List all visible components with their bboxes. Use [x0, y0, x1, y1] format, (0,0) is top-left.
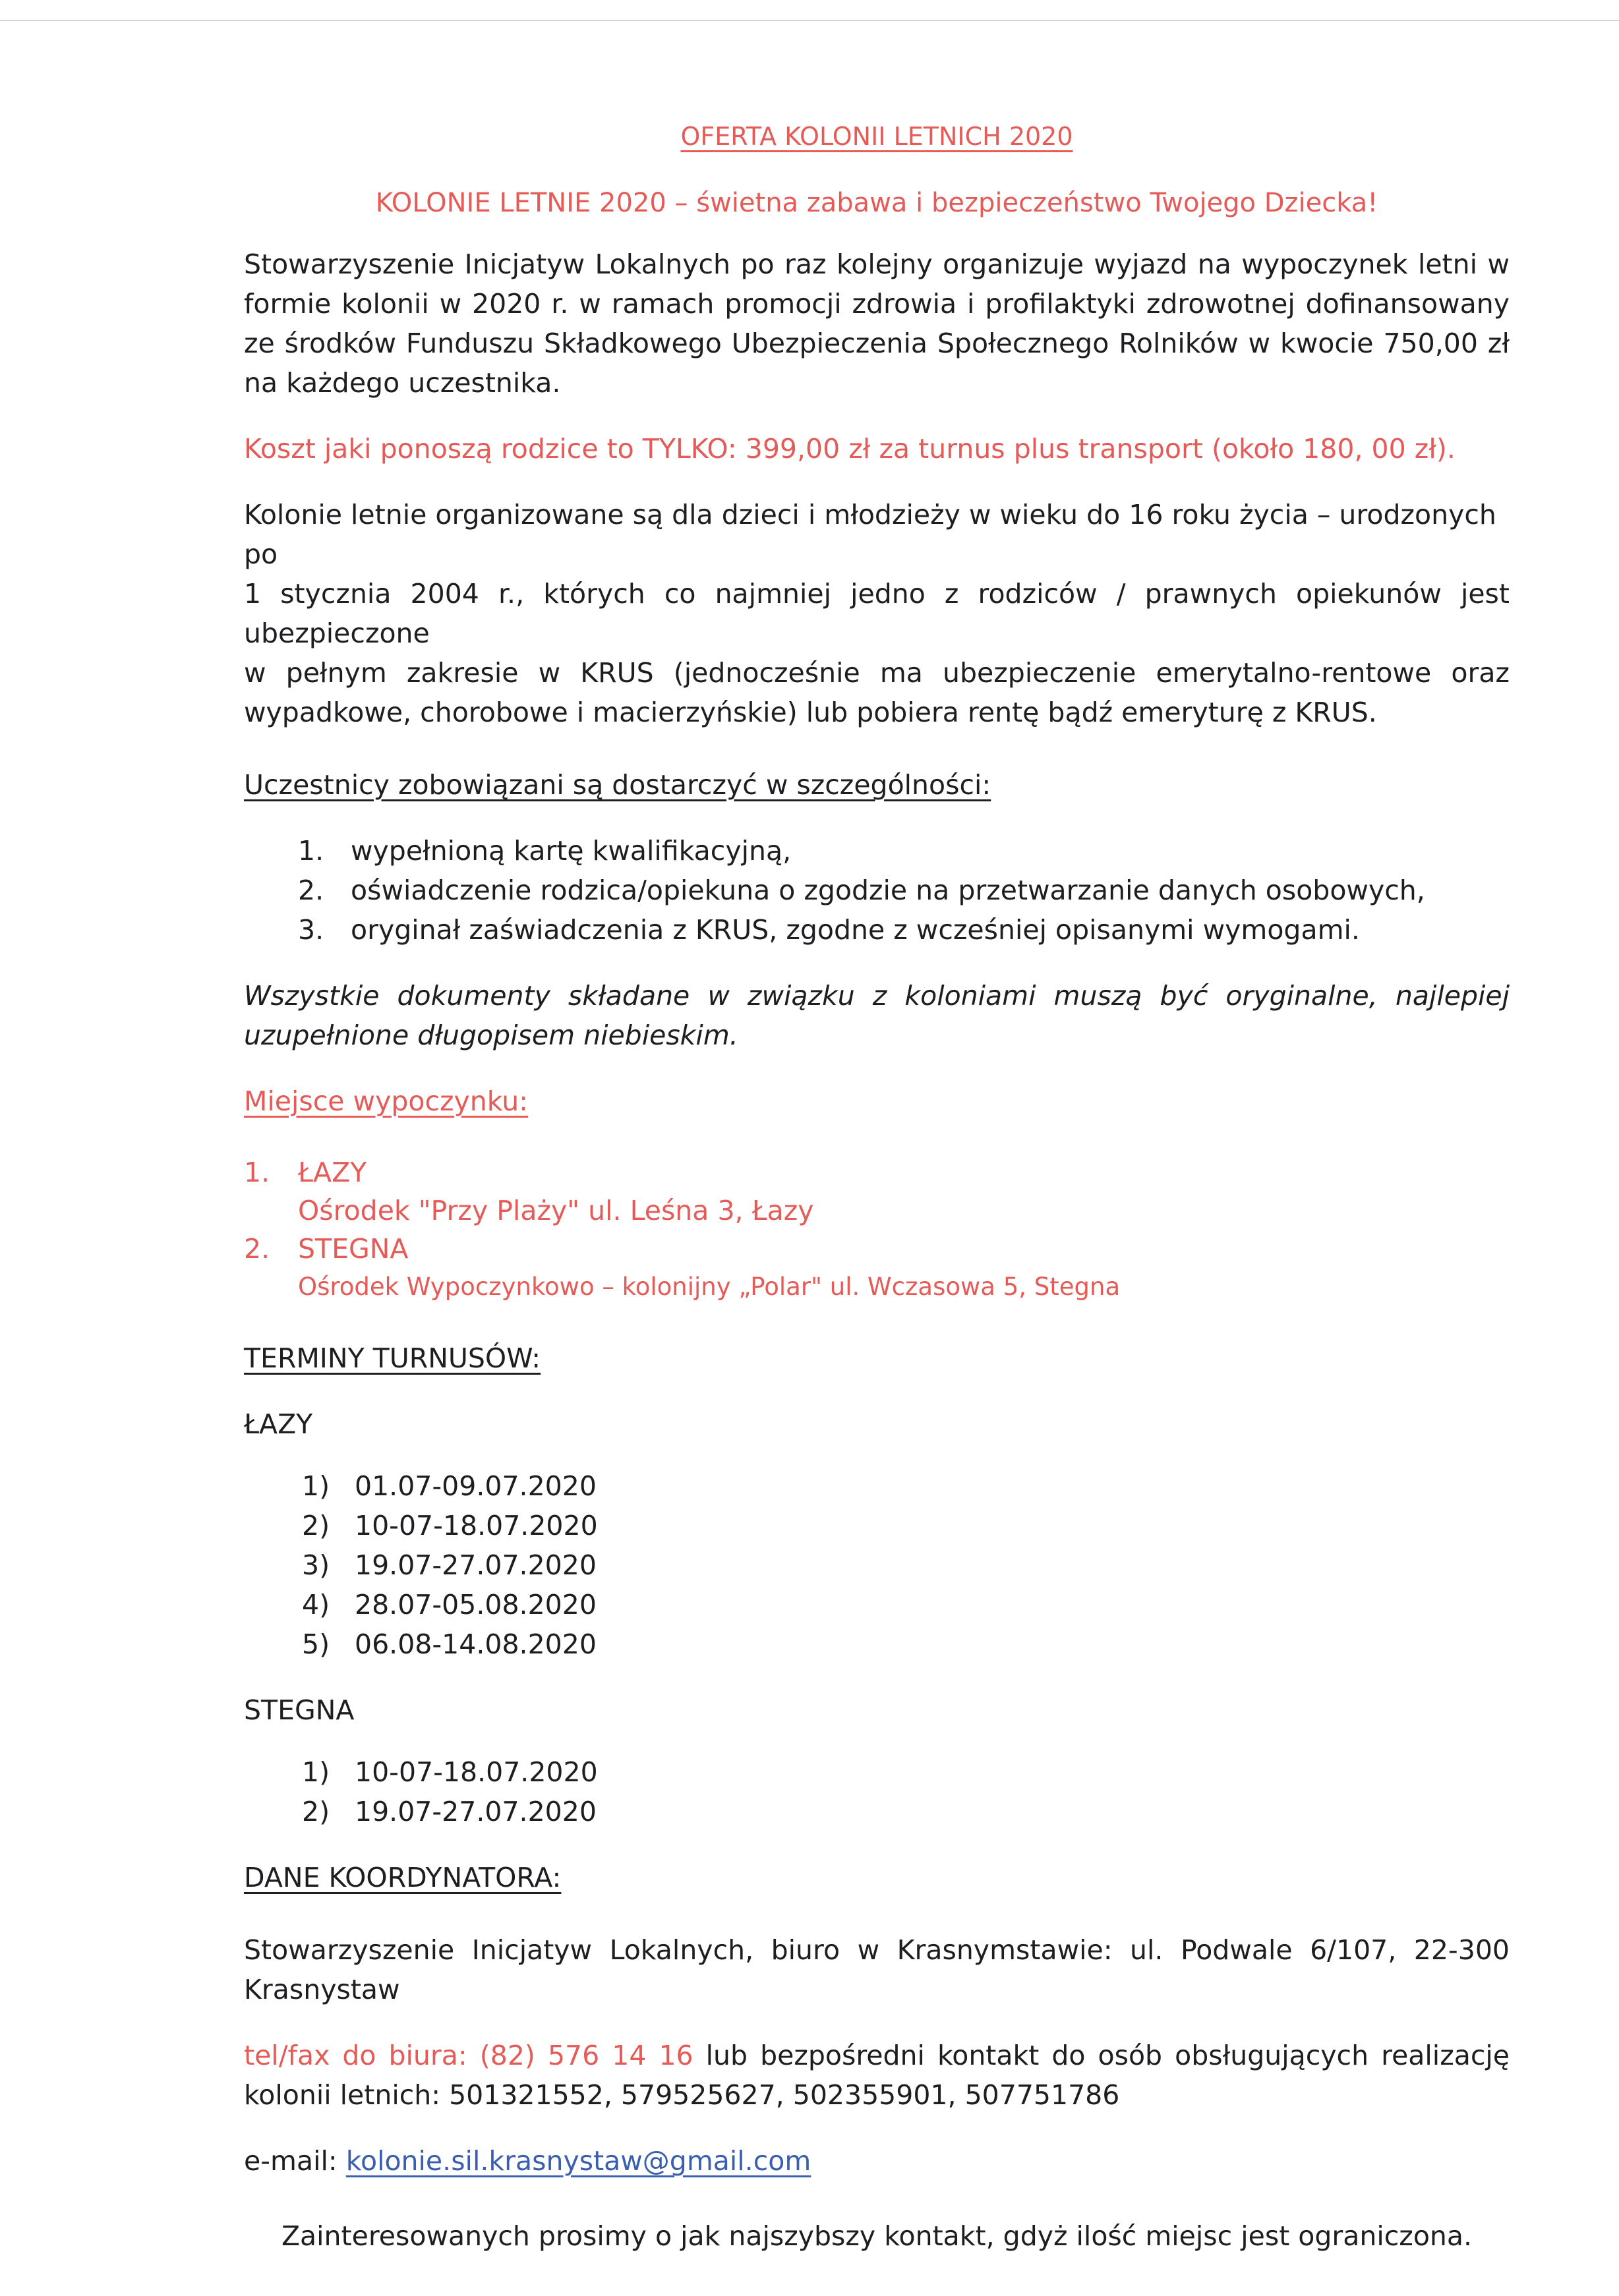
documents-list [244, 831, 1510, 950]
list-item [298, 910, 1510, 950]
list-item [298, 831, 1510, 871]
place-address: Ośrodek Wypoczynkowo – kolonijny „Polar" ul. Wczasowa 5, Stegna [298, 1273, 1121, 1301]
terms-heading: TERMINY TURNUSÓW: [244, 1342, 541, 1374]
email-label: e-mail: [244, 2145, 346, 2177]
terms-stegna-list [244, 1752, 1510, 1831]
list-item [302, 1585, 1510, 1624]
list-item-dates: 10-07-18.07.2020 [355, 1510, 598, 1541]
list-item-number: 1. [298, 835, 324, 867]
list-item-number: 4) [302, 1589, 330, 1621]
list-item-number: 5) [302, 1628, 330, 1660]
list-item [302, 1545, 1510, 1585]
list-item-number: 2) [302, 1510, 330, 1541]
list-item [302, 1792, 1510, 1831]
document-page [244, 122, 1510, 2252]
terms-stegna-label: STEGNA [244, 1694, 355, 1726]
list-item [244, 1153, 1510, 1229]
email-link[interactable]: kolonie.sil.krasnystaw@gmail.com [345, 2145, 811, 2177]
list-item [298, 871, 1510, 910]
list-item-text: oświadczenie rodzica/opiekuna o zgodzie na przetwarzanie danych osobowych, [351, 875, 1425, 906]
eligibility-line-1: Kolonie letnie organizowane są dla dzieci i młodzieży w wieku do 16 roku życia – urodzonych po [244, 499, 1496, 570]
list-item-dates: 06.08-14.08.2020 [355, 1628, 597, 1660]
eligibility-paragraph [244, 495, 1510, 732]
list-item-number: 2) [302, 1796, 330, 1827]
scan-edge-line [0, 20, 1619, 21]
place-name: STEGNA [298, 1233, 409, 1265]
list-item [302, 1506, 1510, 1545]
list-item-number: 3. [298, 914, 324, 946]
terms-lazy-list [244, 1466, 1510, 1664]
documents-note: Wszystkie dokumenty składane w związku z koloniami muszą być oryginalne, najlepiej uzupełnione długopisem niebieskim. [244, 980, 1510, 1051]
closing-note: Zainteresowanych prosimy o jak najszybszy kontakt, gdyż ilość miejsc jest ograniczona. [281, 2220, 1473, 2252]
list-item-number: 2. [298, 875, 324, 906]
list-item-number: 3) [302, 1549, 330, 1581]
office-phone: tel/fax do biura: (82) 576 14 16 [244, 2040, 693, 2071]
list-item-text: oryginał zaświadczenia z KRUS, zgodne z wcześniej opisanymi wymogami. [351, 914, 1360, 946]
contact-persons: lub bezpośredni kontakt do osób obsługujących realizację kolonii letnich: 501321552, 579525627, 502355901, 507751786 [244, 2040, 1510, 2111]
place-number: 2. [244, 1233, 270, 1265]
list-item [244, 1229, 1510, 1306]
places-heading: Miejsce wypoczynku: [244, 1085, 529, 1117]
document-title: OFERTA KOLONII LETNICH 2020 [680, 122, 1073, 151]
coordinator-email-line [244, 2141, 1510, 2181]
list-item-number: 1) [302, 1470, 330, 1502]
list-item-number: 1) [302, 1756, 330, 1788]
list-item [302, 1466, 1510, 1506]
eligibility-line-2: 1 stycznia 2004 r., których co najmniej jedno z rodziców / prawnych opiekunów jest ubezpieczone [244, 578, 1510, 649]
coordinator-contact [244, 2036, 1510, 2115]
list-item [302, 1624, 1510, 1664]
places-list [244, 1153, 1510, 1306]
list-item-dates: 01.07-09.07.2020 [355, 1470, 597, 1502]
place-number: 1. [244, 1157, 270, 1188]
list-item-dates: 28.07-05.08.2020 [355, 1589, 597, 1621]
coordinator-office: Stowarzyszenie Inicjatyw Lokalnych, biuro w Krasnymstawie: ul. Podwale 6/107, 22-300 Krasnystaw [244, 1934, 1510, 2005]
list-item-dates: 19.07-27.07.2020 [355, 1549, 597, 1581]
list-item-dates: 10-07-18.07.2020 [355, 1756, 598, 1788]
eligibility-line-3: w pełnym zakresie w KRUS (jednocześnie ma ubezpieczenie emerytalno-rentowe oraz wypadkowe, chorobowe i macierzyńskie) lub pobiera rentę bądź emeryturę z KRUS. [244, 657, 1510, 728]
terms-lazy-label: ŁAZY [244, 1408, 313, 1440]
place-name: ŁAZY [298, 1157, 367, 1188]
intro-paragraph: Stowarzyszenie Inicjatyw Lokalnych po raz kolejny organizuje wyjazd na wypoczynek letni w formie kolonii w 2020 r. w ramach promocji zdrowia i profilaktyki zdrowotnej dofinansowany ze środków Funduszu Składkowego Ubezpieczenia Społecznego Rolników w kwocie 750,00 zł na każdego uczestnika. [244, 248, 1510, 399]
list-item-dates: 19.07-27.07.2020 [355, 1796, 597, 1827]
document-subtitle: KOLONIE LETNIE 2020 – świetna zabawa i bezpieczeństwo Twojego Dziecka! [375, 188, 1378, 218]
list-item-text: wypełnioną kartę kwalifikacyjną, [351, 835, 792, 867]
place-address: Ośrodek "Przy Plaży" ul. Leśna 3, Łazy [298, 1195, 814, 1226]
list-item [302, 1752, 1510, 1792]
cost-paragraph: Koszt jaki ponoszą rodzice to TYLKO: 399,00 zł za turnus plus transport (około 180, 00 zł). [244, 433, 1456, 465]
coordinator-heading: DANE KOORDYNATORA: [244, 1862, 562, 1893]
documents-heading: Uczestnicy zobowiązani są dostarczyć w szczególności: [244, 769, 991, 801]
